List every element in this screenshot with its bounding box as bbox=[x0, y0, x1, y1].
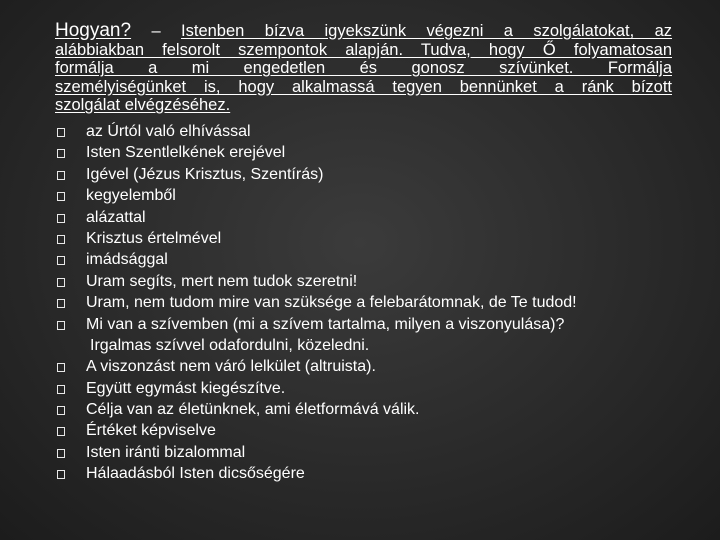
checkbox-bullet-icon bbox=[57, 235, 65, 244]
checkbox-bullet-icon bbox=[57, 449, 65, 458]
list-item bbox=[55, 463, 695, 484]
title-dash: – bbox=[151, 22, 161, 40]
intro-line-3 bbox=[55, 59, 672, 78]
checkbox-bullet-icon bbox=[57, 256, 65, 265]
checkbox-bullet-icon bbox=[57, 214, 65, 223]
checkbox-bullet-icon bbox=[57, 321, 65, 330]
list-item bbox=[55, 420, 695, 441]
intro-text: alábbiakban felsorolt szempontok alapján. Tudva, hogy Ő folyamatosan bbox=[55, 40, 672, 59]
list-item-text: Isten iránti bizalommal bbox=[86, 443, 246, 461]
list-item-text: Hálaadásból Isten dicsőségére bbox=[86, 465, 305, 483]
checkbox-bullet-icon bbox=[57, 128, 65, 137]
intro-line-4 bbox=[55, 78, 672, 97]
intro-line-1 bbox=[55, 22, 672, 41]
list-item-text: alázattal bbox=[86, 208, 146, 226]
list-item bbox=[55, 314, 695, 335]
list-item-text: Irgalmas szívvel odafordulni, közeledni. bbox=[90, 336, 370, 354]
checkbox-bullet-icon bbox=[57, 385, 65, 394]
list-item bbox=[55, 399, 695, 420]
list-item-text: az Úrtól való elhívással bbox=[86, 123, 251, 140]
list-item bbox=[55, 207, 695, 228]
intro-line-5 bbox=[55, 96, 672, 115]
intro-text: személyiségünket is, hogy alkalmassá tegyen bennünket a ránk bízott bbox=[55, 77, 672, 96]
list-item bbox=[55, 292, 695, 313]
checkbox-bullet-icon bbox=[57, 363, 65, 372]
slide-title: Hogyan? bbox=[55, 20, 132, 41]
list-item-text: Igével (Jézus Krisztus, Szentírás) bbox=[86, 165, 324, 183]
intro-text: szolgálat elvégzéséhez. bbox=[55, 96, 231, 115]
checkbox-bullet-icon bbox=[57, 470, 65, 479]
checkbox-bullet-icon bbox=[57, 278, 65, 287]
list-item bbox=[55, 378, 695, 399]
checkbox-bullet-icon bbox=[57, 149, 65, 158]
list-item-text: Uram, nem tudom mire van szüksége a felebarátomnak, de Te tudod! bbox=[86, 294, 577, 312]
checkbox-bullet-icon bbox=[57, 192, 65, 201]
list-item-text: imádsággal bbox=[86, 251, 168, 269]
checkbox-bullet-icon bbox=[57, 406, 65, 415]
list-item bbox=[55, 356, 695, 377]
list-item bbox=[55, 228, 695, 249]
list-item-text: Uram segíts, mert nem tudok szeretni! bbox=[86, 272, 358, 290]
intro-line-2 bbox=[55, 41, 672, 60]
list-item bbox=[55, 442, 695, 463]
checkbox-bullet-icon bbox=[57, 299, 65, 308]
list-item-continuation bbox=[55, 335, 695, 356]
list-item-text: kegyelemből bbox=[86, 187, 176, 205]
bullet-list bbox=[55, 121, 695, 485]
intro-text: Istenben bízva igyekszünk végezni a szolgálatokat, az bbox=[181, 22, 673, 40]
list-item-text: Isten Szentlelkének erejével bbox=[86, 144, 286, 162]
list-item bbox=[55, 142, 695, 163]
list-item-text: Együtt egymást kiegészítve. bbox=[86, 379, 286, 397]
list-item bbox=[55, 185, 695, 206]
list-item-text: Célja van az életünknek, ami életformává válik. bbox=[86, 401, 420, 419]
list-item bbox=[55, 271, 695, 292]
intro-paragraph bbox=[55, 22, 672, 115]
list-item bbox=[55, 121, 695, 142]
list-item bbox=[55, 164, 695, 185]
intro-text: formálja a mi engedetlen és gonosz szívünket. Formálja bbox=[55, 59, 672, 78]
list-item-text: Krisztus értelmével bbox=[86, 229, 222, 247]
list-item bbox=[55, 249, 695, 270]
checkbox-bullet-icon bbox=[57, 171, 65, 180]
list-item-text: A viszonzást nem váró lelkület (altruista). bbox=[86, 358, 376, 376]
checkbox-bullet-icon bbox=[57, 427, 65, 436]
list-item-text: Értéket képviselve bbox=[86, 422, 216, 440]
list-item-text: Mi van a szívemben (mi a szívem tartalma, milyen a viszonyulása)? bbox=[86, 315, 565, 333]
